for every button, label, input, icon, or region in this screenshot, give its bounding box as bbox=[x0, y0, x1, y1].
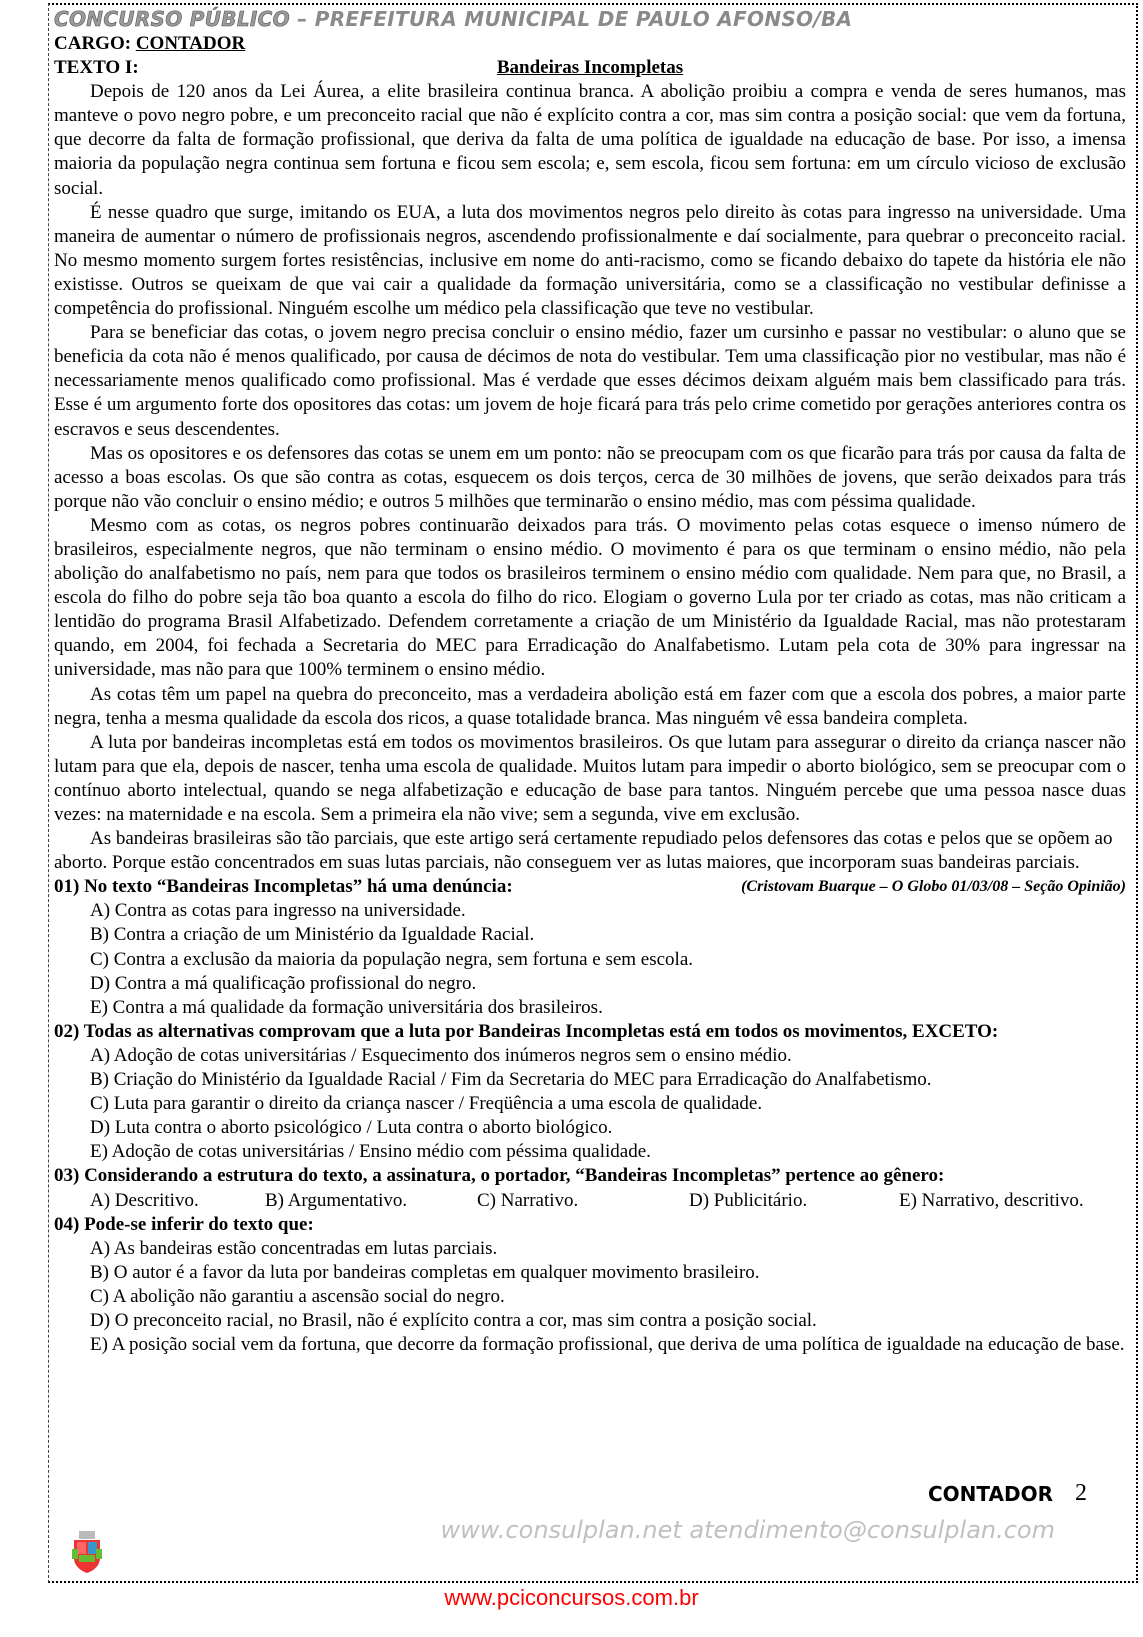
question-3 bbox=[54, 1164, 1126, 1212]
option: B) O autor é a favor da luta por bandeiras completas em qualquer movimento brasileiro. bbox=[90, 1261, 760, 1283]
question-4 bbox=[54, 1213, 1126, 1358]
option: B) Contra a criação de um Ministério da Igualdade Racial. bbox=[90, 924, 535, 946]
cargo-value: CONTADOR bbox=[135, 33, 246, 54]
option: D) Luta contra o aborto psicológico / Luta contra o aborto biológico. bbox=[90, 1117, 613, 1139]
text-title: Bandeiras Incompletas bbox=[496, 57, 684, 79]
texto-label: TEXTO I: bbox=[54, 57, 139, 79]
option: B) Criação do Ministério da Igualdade Racial / Fim da Secretaria do MEC para Erradicação do Analfabetismo. bbox=[90, 1069, 932, 1091]
paragraph-text: As bandeiras brasileiras são tão parciais, que este artigo será certamente repudiado pelos defensores das cotas e pelos que se opõem ao aborto. Porque estão concentrados em suas lutas parciais, não conseguem ver as lutas maiores, que incorporam suas bandeiras parciais. bbox=[54, 828, 1113, 874]
org-label: – PREFEITURA MUNICIPAL DE PAULO AFONSO/BA bbox=[289, 7, 853, 31]
paragraph: A luta por bandeiras incompletas está em todos os movimentos brasileiros. Os que lutam para assegurar o direito da criança nascer não lutam para que ela, depois de nascer, tenha uma escola de qualidade. Muitos lutam para impedir o aborto biológico, sem se preocupar com o contínuo aborto intelectual, quando se nega alfabetização e educação de base para tantos. Ninguém percebe que uma pessoa nasce duas vezes: na maternidade e na escola. Sem a primeira ela não vive; sem a segunda, vive em exclusão. bbox=[54, 731, 1126, 825]
paragraph: Para se beneficiar das cotas, o jovem negro precisa concluir o ensino médio, fazer um cursinho e passar no vestibular: o aluno que se beneficia da cota não é menos qualificado, por causa de décimos de nota do vestibular. Tem uma classificação pior no vestibular, mas não é necessariamente menos qualificado como profissional. Mas é verdade que esses décimos deixam alguém mais bem classificado para trás. Esse é um argumento forte dos opositores das cotas: um jovem de hoje ficará para trás pelo crime cometido por gerações anteriores contra os escravos e seus descendentes. bbox=[54, 322, 1126, 440]
text-title-row bbox=[54, 56, 1126, 80]
option: C) A abolição não garantiu a ascensão social do negro. bbox=[90, 1285, 505, 1307]
contest-label: CONCURSO PÚBLICO bbox=[54, 7, 290, 31]
question-text: 03) Considerando a estrutura do texto, a assinatura, o portador, “Bandeiras Incompletas” pertence ao gênero: bbox=[54, 1165, 945, 1187]
paragraph: As cotas têm um papel na quebra do preconceito, mas a verdadeira abolição está em fazer com que a escola dos pobres, a maior parte negra, tenha a mesma qualidade da escola dos ricos, a quase totalidade branca. Mas ninguém vê essa bandeira completa. bbox=[54, 683, 1126, 729]
option: B) Argumentativo. bbox=[265, 1189, 408, 1211]
cargo-label: CARGO: bbox=[54, 33, 136, 54]
pci-watermark-link[interactable]: www.pciconcursos.com.br bbox=[444, 1585, 699, 1610]
option: A) Contra as cotas para ingresso na universidade. bbox=[90, 900, 466, 922]
question-2 bbox=[54, 1020, 1126, 1165]
question-text: 04) Pode-se inferir do texto que: bbox=[54, 1213, 314, 1235]
page-number: 2 bbox=[1075, 1480, 1087, 1506]
question-text: 02) Todas as alternativas comprovam que a luta por Bandeiras Incompletas está em todos os movimentos, EXCETO: bbox=[54, 1020, 999, 1042]
option: D) O preconceito racial, no Brasil, não é explícito contra a cor, mas sim contra a posição social. bbox=[90, 1309, 817, 1331]
cargo-line bbox=[54, 32, 1126, 56]
options-row bbox=[54, 1189, 1126, 1213]
exam-page bbox=[54, 6, 1126, 1357]
paragraph: Mas os opositores e os defensores das cotas se unem em um ponto: não se preocupam com os que ficarão para trás por causa da falta de acesso a boas escolas. Os que são contra as cotas, esquecem os dois terços, cerca de 30 milhões de jovens, que serão deixados para trás porque não vão concluir o ensino médio; e outros 5 milhões que terminarão o ensino médio, mas com péssima qualidade. bbox=[54, 442, 1126, 512]
municipal-coat-of-arms-icon bbox=[70, 1531, 104, 1573]
option: A) As bandeiras estão concentradas em lutas parciais. bbox=[90, 1237, 498, 1259]
option: D) Contra a má qualificação profissional do negro. bbox=[90, 972, 477, 994]
paragraph: É nesse quadro que surge, imitando os EUA, a luta dos movimentos negros pelo direito às cotas para ingresso na universidade. Uma maneira de aumentar o número de profissionais negros, ascendendo profissionalmente e daí socialmente, para quebrar o preconceito racial. No mesmo momento surgem fortes resistências, inclusive em nome do anti-racismo, como se ficando debaixo do tapete da história ele não existisse. Outros se queixam de que vai cair a qualidade da formação universitária, como se a classificação no vestibular definisse a competência do profissional. Ninguém escolhe um médico pela classificação que teve no vestibular. bbox=[54, 201, 1126, 320]
question-text: 01) No texto “Bandeiras Incompletas” há uma denúncia: bbox=[54, 876, 513, 898]
option: C) Luta para garantir o direito da criança nascer / Freqüência a uma escola de qualidade. bbox=[90, 1093, 763, 1115]
option: E) Contra a má qualidade da formação universitária dos brasileiros. bbox=[90, 996, 603, 1018]
option: E) A posição social vem da fortuna, que decorre da formação profissional, que deriva de uma política de igualdade na educação de base. bbox=[90, 1334, 1125, 1356]
exam-header bbox=[54, 6, 1126, 32]
footer-role: CONTADOR bbox=[928, 1482, 1053, 1506]
option: E) Adoção de cotas universitárias / Ensino médio com péssima qualidade. bbox=[90, 1141, 651, 1163]
option: C) Narrativo. bbox=[477, 1189, 579, 1211]
footer-site: www.consulplan.net atendimento@consulplan.com bbox=[440, 1516, 1055, 1544]
paragraph: Mesmo com as cotas, os negros pobres continuarão deixados para trás. O movimento pelas cotas esquece o imenso número de brasileiros, especialmente negros, que não terminam o ensino médio. O movimento é para os que terminam o ensino médio, não pela abolição do analfabetismo no país, nem para que todos os brasileiros terminem o ensino médio com qualidade. Nem para que, no Brasil, a escola do filho do pobre seja tão boa quanto a escola do filho do rico. Elogiam o governo Lula por ter criado as cotas, mas não criticam a lentidão do programa Brasil Alfabetizado. Defendem corretamente a criação de um Ministério da Igualdade Racial, mas não protestaram quando, em 2004, foi fechada a Secretaria do MEC para Erradicação do Analfabetismo. Lutam pela cota de 30% para ingressar na universidade, mas não para que 100% terminem o ensino médio. bbox=[54, 514, 1126, 681]
paragraph: Depois de 120 anos da Lei Áurea, a elite brasileira continua branca. A abolição proibiu a compra e venda de seres humanos, mas manteve o povo negro pobre, e um preconceito racial que não é explícito contra a cor, mas sim contra a posição social: que vem da fortuna, que decorre da falta de formação profissional, que deriva da falta de uma política de igualdade na educação de base. Por isso, a imensa maioria da população negra continua sem fortuna e ficou sem escola; e, sem escola, ficou sem fortuna: em um círculo vicioso de exclusão social. bbox=[54, 81, 1126, 199]
option: C) Contra a exclusão da maioria da população negra, sem fortuna e sem escola. bbox=[90, 948, 694, 970]
option: A) Adoção de cotas universitárias / Esquecimento dos inúmeros negros sem o ensino médio. bbox=[90, 1044, 792, 1066]
option: E) Narrativo, descritivo. bbox=[899, 1189, 1084, 1211]
option: D) Publicitário. bbox=[689, 1189, 808, 1211]
option: A) Descritivo. bbox=[90, 1189, 199, 1211]
article-source: (Cristovam Buarque – O Globo 01/03/08 – Seção Opinião) bbox=[741, 878, 1126, 896]
